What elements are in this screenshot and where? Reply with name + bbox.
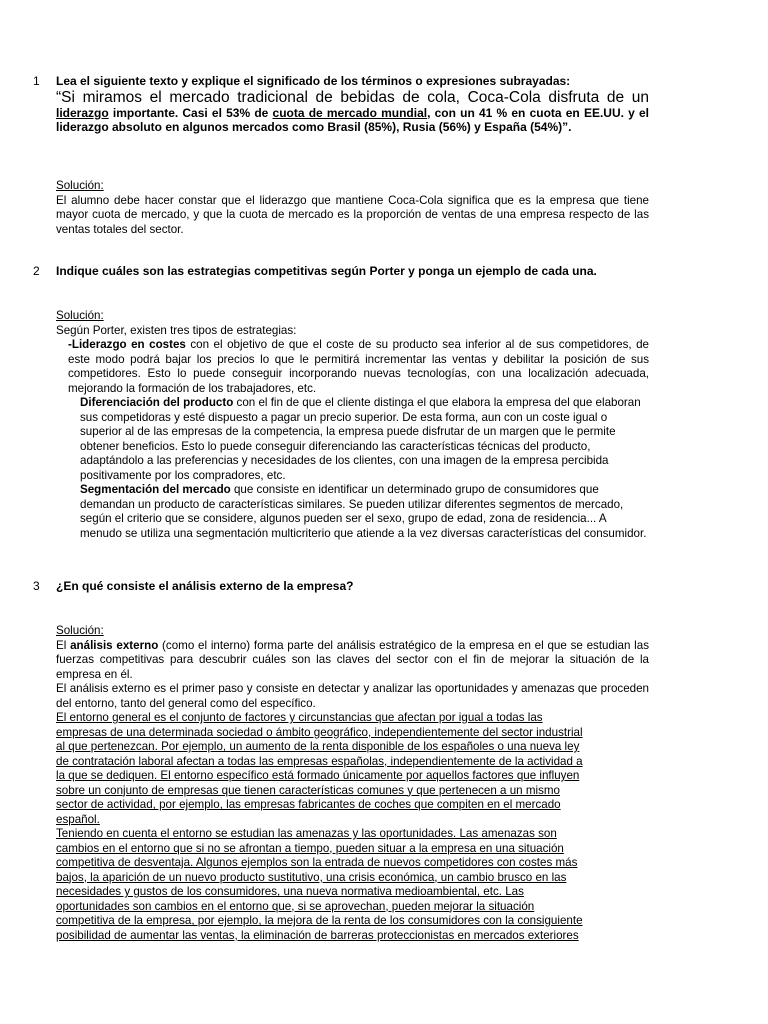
underlined-section bbox=[56, 711, 649, 943]
question-1-title: Lea el siguiente texto y explique el significado de los términos o expresiones subrayadas: bbox=[56, 74, 571, 88]
underlined-line: sector de actividad, por ejemplo, las empresas fabricantes de coches que compiten en el mercado bbox=[56, 798, 561, 811]
underlined-line: al que pertenezcan. Por ejemplo, un aumento de la renta disponible de los españoles o una nueva ley bbox=[56, 740, 580, 753]
question-1 bbox=[56, 74, 649, 135]
question-3-solution bbox=[56, 624, 649, 943]
underlined-line: competitiva de la empresa, por ejemplo, la mejora de la renta de los consumidores con la consiguiente bbox=[56, 914, 583, 927]
underlined-line: cambios en el entorno que si no se afrontan a tiempo, pueden situar a la empresa en una situación bbox=[56, 841, 564, 855]
underlined-line: posibilidad de aumentar las ventas, la eliminación de barreras proteccionistas en mercados exteriores bbox=[56, 928, 579, 942]
underlined-line: bajos, la aparición de un nuevo producto sustitutivo, una crisis económica, un cambio brusco en las bbox=[56, 870, 567, 884]
solution-paragraph-2: El análisis externo es el primer paso y consiste en detectar y analizar las oportunidades y amenazas que proceden del entorno, tanto del general como del específico. bbox=[56, 682, 649, 710]
question-1-number: 1 bbox=[33, 74, 40, 88]
solution-label: Solución: bbox=[56, 624, 104, 637]
question-1-quote: “Si miramos el mercado tradicional de bebidas de cola, Coca-Cola disfruta de un liderazgo importante. Casi el 53% de cuota de mercado mundial, con un 41 % en cuota en EE.UU. y el liderazgo absoluto en algunos mercados como Brasil (85%), Rusia (56%) y España (54%)”. bbox=[56, 88, 649, 134]
question-2-title: Indique cuáles son las estrategias competitivas según Porter y ponga un ejemplo de cada una. bbox=[56, 264, 597, 278]
underlined-line: la que se dediquen. El entorno específico está formado únicamente por aquellos factores que influyen bbox=[56, 769, 580, 782]
underlined-line: competitiva de desventaja. Algunos ejemplos son la entrada de nuevos competidores con costes más bbox=[56, 856, 578, 869]
question-3-title: ¿En qué consiste el análisis externo de la empresa? bbox=[56, 579, 354, 593]
strategy-differentiation: Diferenciación del producto con el fin de que el cliente distinga el que elabora la empresa del que elaboran sus competidoras y esté dispuesto a pagar un precio superior. De esta forma, aun con un coste igual o superior al de las empresas de la competencia, la empresa puede disfrutar de un margen que le permite obtener beneficios. Esto lo puede conseguir diferenciando las características técnicas del producto, adaptándolo a las preferencias y necesidades de los clientes, con una imagen de la empresa percibida positivamente por los compradores, etc. bbox=[80, 396, 641, 482]
solution-text: El alumno debe hacer constar que el liderazgo que mantiene Coca-Cola significa que es la empresa que tiene mayor cuota de mercado, y que la cuota de mercado es la proporción de ventas de una empresa respecto de las ventas totales del sector. bbox=[56, 193, 649, 236]
question-1-solution bbox=[56, 179, 649, 237]
question-2-number: 2 bbox=[33, 264, 40, 278]
question-2-solution bbox=[56, 309, 649, 541]
question-3-number: 3 bbox=[33, 579, 40, 593]
underlined-line: El entorno general es el conjunto de factores y circunstancias que afectan por igual a todas las bbox=[56, 711, 543, 724]
underlined-line: de contratación laboral afectan a todas las empresas españolas, independientemente de la actividad a bbox=[56, 754, 583, 768]
question-2 bbox=[56, 264, 649, 279]
underlined-line: español. bbox=[56, 812, 100, 826]
underlined-line: necesidades y gustos de los consumidores, una nueva normativa medioambiental, etc. Las bbox=[56, 885, 524, 898]
solution-intro: Según Porter, existen tres tipos de estrategias: bbox=[56, 323, 297, 337]
strategy-segmentation: Segmentación del mercado que consiste en identificar un determinado grupo de consumidores que demandan un producto de características similares. Se pueden utilizar diferentes segmentos de mercado, según el criterio que se considere, algunos pueden ser el sexo, grupo de edad, zona de residencia... A menudo se utiliza una segmentación multicriterio que atiende a la vez diversas características del consumidor. bbox=[80, 483, 647, 540]
underlined-line: Teniendo en cuenta el entorno se estudian las amenazas y las oportunidades. Las amenazas son bbox=[56, 827, 557, 840]
underlined-term-cuota: cuota de mercado mundial bbox=[272, 105, 428, 120]
question-3 bbox=[56, 579, 649, 594]
underlined-line: oportunidades son cambios en el entorno que, si se aprovechan, pueden mejorar la situación bbox=[56, 899, 535, 913]
solution-label: Solución: bbox=[56, 179, 104, 192]
underlined-line: sobre un conjunto de empresas que tienen características comunes y que pertenecen a un mismo bbox=[56, 783, 560, 797]
solution-paragraph-1: El análisis externo (como el interno) forma parte del análisis estratégico de la empresa en el que se estudian las fuerzas competitivas para descubrir cuáles son las claves del sector con el fin de mejorar la situación de la empresa en él. bbox=[56, 638, 650, 681]
solution-label: Solución: bbox=[56, 309, 104, 322]
underlined-term-liderazgo: liderazgo bbox=[56, 105, 109, 120]
strategy-cost-leadership: -Liderazgo en costes con el objetivo de que el coste de su producto sea inferior al de sus competidores, de este modo podrá bajar los precios lo que le permitirá incrementar las ventas y debilitar la posición de sus competidores. Esto lo puede conseguir incorporando nuevas tecnologías, con una localización adecuada, mejorando la formación de los trabajadores, etc. bbox=[68, 338, 649, 395]
underlined-line: empresas de una determinada sociedad o ámbito geográfico, independientemente del sector industrial bbox=[56, 725, 583, 739]
